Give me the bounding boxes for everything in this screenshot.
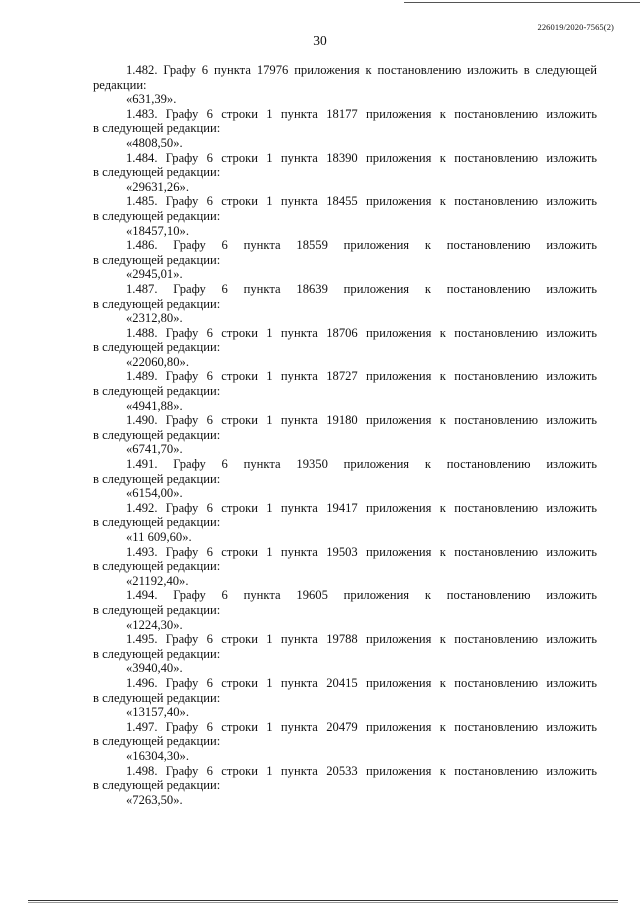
amendment-value: «22060,80». xyxy=(126,354,189,369)
amendment-value: «16304,30». xyxy=(126,748,189,763)
amendment-text: 1.487. Графу 6 пункта 18639 приложения к постановлению изложить xyxy=(126,281,597,296)
amendment-item xyxy=(93,413,597,457)
amendment-text: 1.489. Графу 6 строки 1 пункта 18727 приложения к постановлению изложить xyxy=(126,369,597,384)
amendment-text: 1.494. Графу 6 пункта 19605 приложения к постановлению изложить xyxy=(126,588,597,603)
amendment-text-continued: в следующей редакции: xyxy=(93,778,221,793)
amendment-text: 1.496. Графу 6 строки 1 пункта 20415 приложения к постановлению изложить xyxy=(126,675,597,690)
amendment-item xyxy=(93,107,597,151)
amendment-text: 1.488. Графу 6 строки 1 пункта 18706 приложения к постановлению изложить xyxy=(126,325,597,340)
amendment-text: 1.493. Графу 6 строки 1 пункта 19503 приложения к постановлению изложить xyxy=(126,544,597,559)
amendment-text-continued: в следующей редакции: xyxy=(93,690,221,705)
amendment-text-continued: в следующей редакции: xyxy=(93,515,221,530)
amendment-value: «631,39». xyxy=(126,92,177,107)
amendment-value: «2312,80». xyxy=(126,311,183,326)
amendment-value: «11 609,60». xyxy=(126,530,192,544)
amendment-text: 1.485. Графу 6 строки 1 пункта 18455 приложения к постановлению изложить xyxy=(126,194,597,209)
amendment-text: 1.492. Графу 6 строки 1 пункта 19417 приложения к постановлению изложить xyxy=(126,500,597,515)
amendment-text-continued: в следующей редакции: xyxy=(93,252,221,267)
amendment-text-continued: редакции: xyxy=(93,77,147,92)
amendment-item xyxy=(93,282,597,326)
amendment-value: «6741,70». xyxy=(126,442,183,457)
amendment-item xyxy=(93,238,597,282)
amendment-text: 1.495. Графу 6 строки 1 пункта 19788 приложения к постановлению изложить xyxy=(126,632,597,647)
amendment-item xyxy=(93,151,597,195)
amendment-text-continued: в следующей редакции: xyxy=(93,734,221,749)
amendment-text-continued: в следующей редакции: xyxy=(93,427,221,442)
amendment-value: «2945,01». xyxy=(126,267,183,282)
amendment-value: «4941,88». xyxy=(126,398,183,413)
amendment-text-continued: в следующей редакции: xyxy=(93,602,221,617)
amendment-value: «1224,30». xyxy=(126,617,183,632)
amendment-text: 1.483. Графу 6 строки 1 пункта 18177 приложения к постановлению изложить xyxy=(126,106,597,121)
amendment-text-continued: в следующей редакции: xyxy=(93,340,221,355)
bottom-rule xyxy=(28,900,618,901)
amendment-item xyxy=(93,457,597,501)
amendment-text: 1.482. Графу 6 пункта 17976 приложения к постановлению изложить в следующей xyxy=(126,63,597,77)
amendment-text-continued: в следующей редакции: xyxy=(93,646,221,661)
amendment-text: 1.490. Графу 6 строки 1 пункта 19180 приложения к постановлению изложить xyxy=(126,413,597,428)
amendment-list xyxy=(93,63,597,807)
amendment-text-continued: в следующей редакции: xyxy=(93,296,221,311)
amendment-item xyxy=(93,194,597,238)
document-body xyxy=(93,63,597,807)
amendment-item xyxy=(93,676,597,720)
amendment-value: «6154,00». xyxy=(126,486,183,501)
amendment-value: «18457,10». xyxy=(126,223,189,238)
amendment-text-continued: в следующей редакции: xyxy=(93,208,221,223)
amendment-text: 1.486. Графу 6 пункта 18559 приложения к постановлению изложить xyxy=(126,238,597,253)
amendment-item xyxy=(93,545,597,589)
amendment-text: 1.484. Графу 6 строки 1 пункта 18390 приложения к постановлению изложить xyxy=(126,150,597,165)
amendment-item xyxy=(93,720,597,764)
amendment-value: «4808,50». xyxy=(126,135,183,150)
amendment-text: 1.497. Графу 6 строки 1 пункта 20479 приложения к постановлению изложить xyxy=(126,719,597,734)
amendment-value: «29631,26». xyxy=(126,179,189,194)
amendment-item xyxy=(93,764,597,808)
amendment-text: 1.491. Графу 6 пункта 19350 приложения к постановлению изложить xyxy=(126,457,597,472)
amendment-text-continued: в следующей редакции: xyxy=(93,559,221,574)
amendment-item xyxy=(93,501,597,545)
amendment-item xyxy=(93,632,597,676)
amendment-item xyxy=(93,369,597,413)
amendment-text-continued: в следующей редакции: xyxy=(93,471,221,486)
amendment-text: 1.498. Графу 6 строки 1 пункта 20533 приложения к постановлению изложить xyxy=(126,763,597,778)
amendment-item xyxy=(93,588,597,632)
amendment-text-continued: в следующей редакции: xyxy=(93,165,221,180)
amendment-item xyxy=(93,326,597,370)
amendment-value: «13157,40». xyxy=(126,705,189,720)
page-number: 30 xyxy=(313,33,327,48)
amendment-value: «21192,40». xyxy=(126,573,189,588)
top-rule xyxy=(404,2,640,3)
amendment-value: «3940,40». xyxy=(126,661,183,676)
bottom-rule-secondary xyxy=(28,902,618,903)
amendment-item xyxy=(93,63,597,107)
amendment-text-continued: в следующей редакции: xyxy=(93,121,221,136)
document-code: 226019/2020-7565(2) xyxy=(537,22,614,32)
amendment-value: «7263,50». xyxy=(126,792,183,807)
amendment-text-continued: в следующей редакции: xyxy=(93,384,221,399)
